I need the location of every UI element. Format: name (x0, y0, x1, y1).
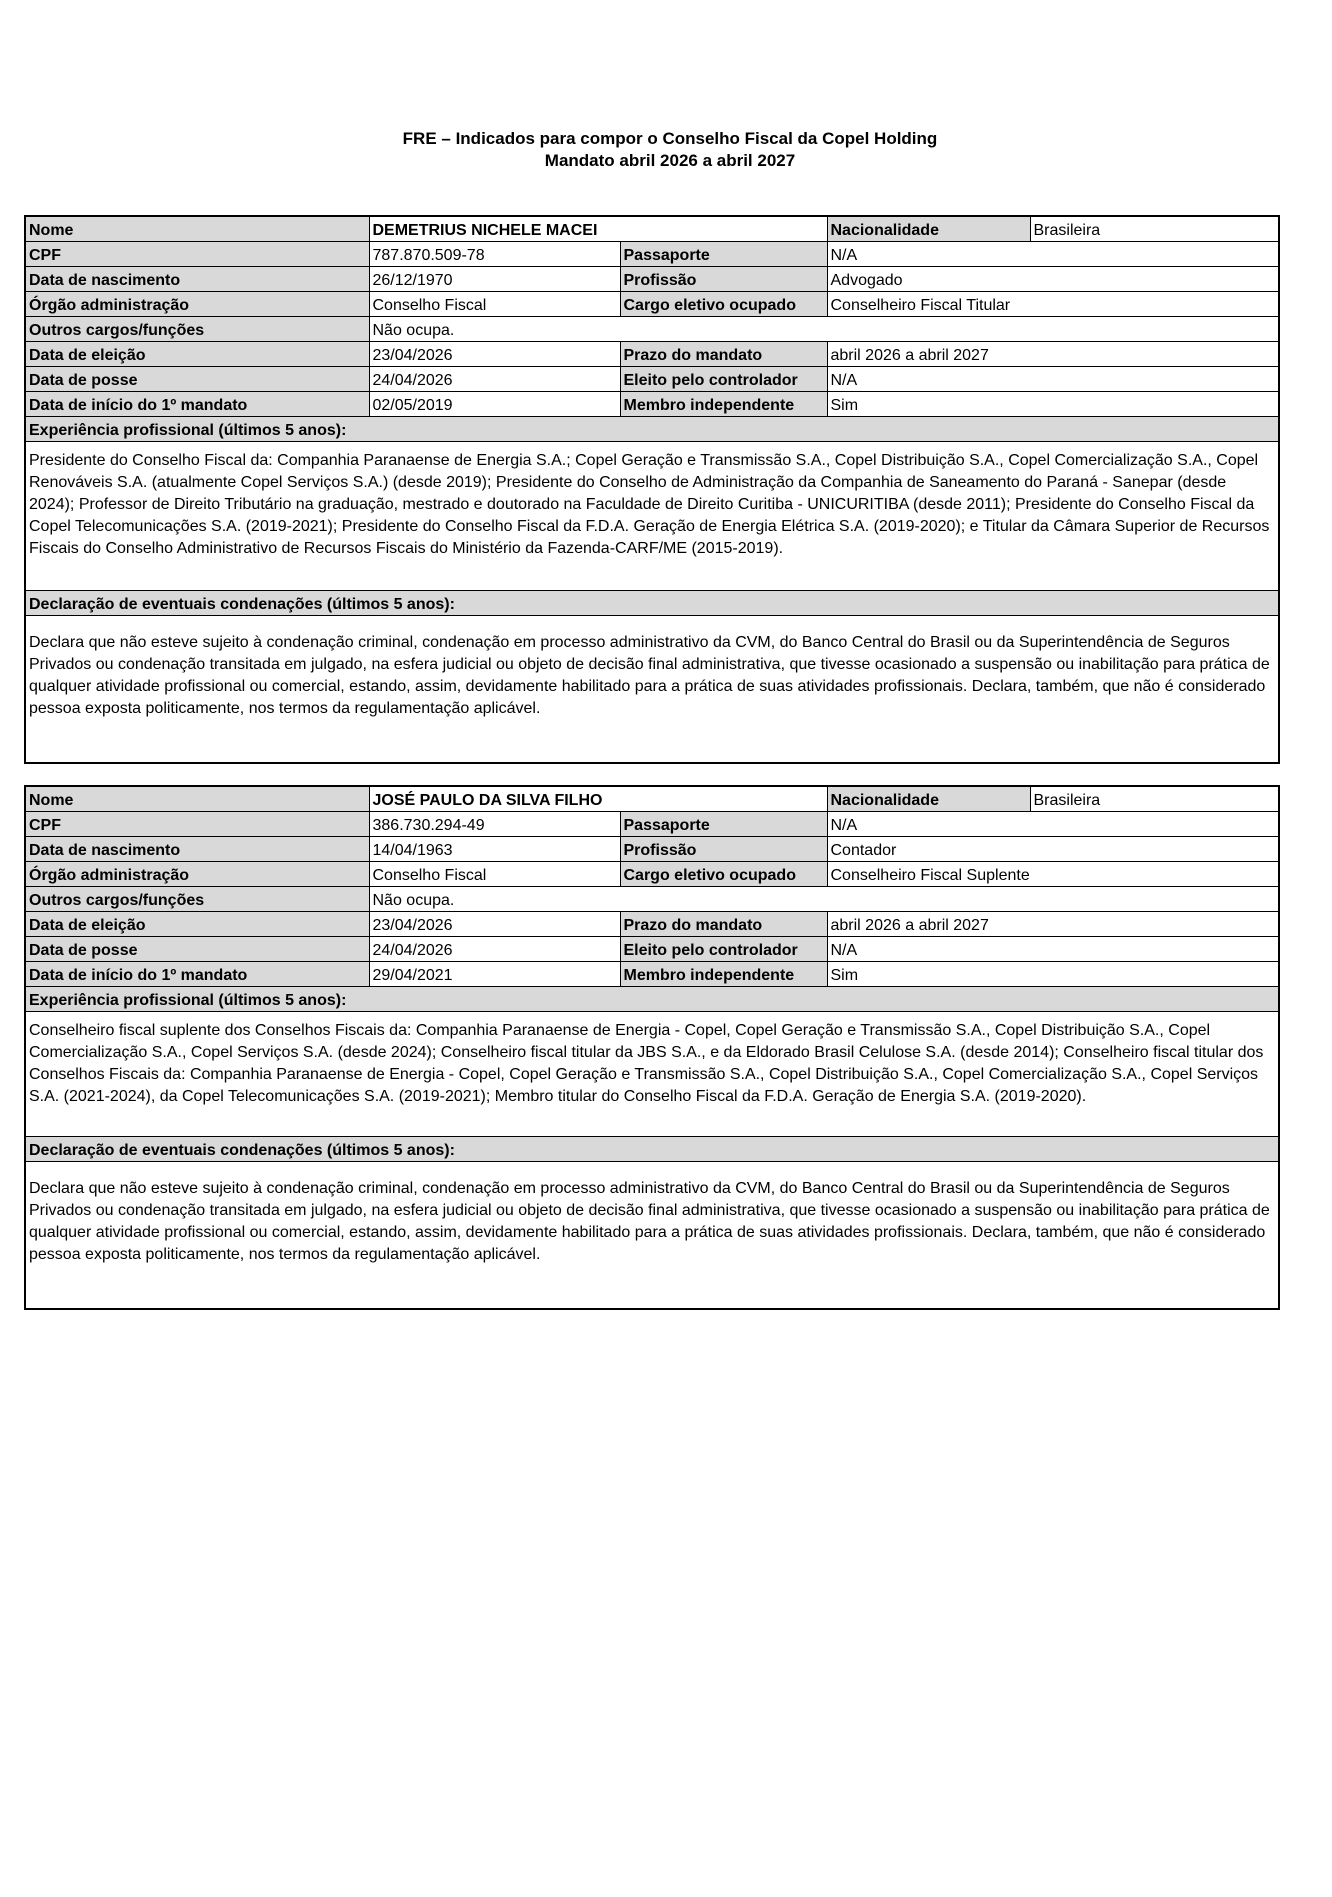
row-orgao (25, 862, 1279, 887)
value-prazo-mandato: abril 2026 a abril 2027 (827, 342, 1279, 367)
row-inicio-mandato (25, 392, 1279, 417)
value-orgao-administracao: Conselho Fiscal (369, 292, 620, 317)
row-nome (25, 786, 1279, 812)
label-passaporte: Passaporte (620, 812, 827, 837)
row-eleicao (25, 912, 1279, 937)
value-cargo-eletivo: Conselheiro Fiscal Suplente (827, 862, 1279, 887)
value-nacionalidade: Brasileira (1030, 216, 1279, 242)
label-data-nascimento: Data de nascimento (25, 837, 369, 862)
value-eleito-controlador: N/A (827, 367, 1279, 392)
row-experiencia-text (25, 1012, 1279, 1137)
value-data-nascimento: 14/04/1963 (369, 837, 620, 862)
label-nome: Nome (25, 786, 369, 812)
member-record-1 (24, 215, 1280, 764)
label-orgao-administracao: Órgão administração (25, 862, 369, 887)
label-data-posse: Data de posse (25, 367, 369, 392)
document-subtitle: Mandato abril 2026 a abril 2027 (544, 151, 796, 170)
label-nome: Nome (25, 216, 369, 242)
value-data-posse: 24/04/2026 (369, 367, 620, 392)
row-cpf (25, 812, 1279, 837)
label-data-eleicao: Data de eleição (25, 342, 369, 367)
row-nascimento (25, 267, 1279, 292)
value-membro-independente: Sim (827, 962, 1279, 987)
label-outros-cargos: Outros cargos/funções (25, 317, 369, 342)
section-declaracao: Declaração de eventuais condenações (últimos 5 anos): (25, 591, 1279, 616)
text-declaracao: Declara que não esteve sujeito à condenação criminal, condenação em processo administrativo da CVM, do Banco Central do Brasil ou da Superintendência de Seguros Privados ou condenação transitada em julgado, na esfera judicial ou objeto de decisão final administrativa, que tivesse ocasionado a suspensão ou inabilitação para prática de qualquer atividade profissional ou comercial, estando, assim, devidamente habilitado para a prática de suas atividades profissionais. Declara, também, que não é considerado pessoa exposta politicamente, nos termos da regulamentação aplicável. (25, 616, 1279, 764)
row-declaracao-text (25, 1162, 1279, 1310)
label-orgao-administracao: Órgão administração (25, 292, 369, 317)
value-prazo-mandato: abril 2026 a abril 2027 (827, 912, 1279, 937)
label-data-posse: Data de posse (25, 937, 369, 962)
value-data-eleicao: 23/04/2026 (369, 342, 620, 367)
label-outros-cargos: Outros cargos/funções (25, 887, 369, 912)
label-data-eleicao: Data de eleição (25, 912, 369, 937)
label-cpf: CPF (25, 812, 369, 837)
section-declaracao: Declaração de eventuais condenações (últimos 5 anos): (25, 1137, 1279, 1162)
member-record-2 (24, 785, 1280, 1310)
label-eleito-controlador: Eleito pelo controlador (620, 367, 827, 392)
label-cargo-eletivo: Cargo eletivo ocupado (620, 292, 827, 317)
value-nome: DEMETRIUS NICHELE MACEI (369, 216, 827, 242)
row-experiencia-text (25, 442, 1279, 591)
value-outros-cargos: Não ocupa. (369, 317, 1279, 342)
document-title: FRE – Indicados para compor o Conselho Fiscal da Copel Holding (402, 129, 938, 148)
row-posse (25, 367, 1279, 392)
value-nome: JOSÉ PAULO DA SILVA FILHO (369, 786, 827, 812)
label-data-inicio-mandato: Data de início do 1º mandato (25, 962, 369, 987)
value-data-eleicao: 23/04/2026 (369, 912, 620, 937)
label-nacionalidade: Nacionalidade (827, 786, 1030, 812)
label-nacionalidade: Nacionalidade (827, 216, 1030, 242)
value-eleito-controlador: N/A (827, 937, 1279, 962)
row-nascimento (25, 837, 1279, 862)
value-membro-independente: Sim (827, 392, 1279, 417)
label-data-inicio-mandato: Data de início do 1º mandato (25, 392, 369, 417)
row-orgao (25, 292, 1279, 317)
label-prazo-mandato: Prazo do mandato (620, 912, 827, 937)
label-membro-independente: Membro independente (620, 962, 827, 987)
row-posse (25, 937, 1279, 962)
value-nacionalidade: Brasileira (1030, 786, 1279, 812)
label-membro-independente: Membro independente (620, 392, 827, 417)
label-data-nascimento: Data de nascimento (25, 267, 369, 292)
value-cargo-eletivo: Conselheiro Fiscal Titular (827, 292, 1279, 317)
value-cpf: 787.870.509-78 (369, 242, 620, 267)
row-declaracao-header (25, 591, 1279, 616)
label-profissao: Profissão (620, 837, 827, 862)
value-passaporte: N/A (827, 242, 1279, 267)
text-declaracao: Declara que não esteve sujeito à condenação criminal, condenação em processo administrativo da CVM, do Banco Central do Brasil ou da Superintendência de Seguros Privados ou condenação transitada em julgado, na esfera judicial ou objeto de decisão final administrativa, que tivesse ocasionado a suspensão ou inabilitação para prática de qualquer atividade profissional ou comercial, estando, assim, devidamente habilitado para a prática de suas atividades profissionais. Declara, também, que não é considerado pessoa exposta politicamente, nos termos da regulamentação aplicável. (25, 1162, 1279, 1310)
section-experiencia: Experiência profissional (últimos 5 anos): (25, 417, 1279, 442)
value-outros-cargos: Não ocupa. (369, 887, 1279, 912)
row-declaracao-header (25, 1137, 1279, 1162)
value-passaporte: N/A (827, 812, 1279, 837)
text-experiencia: Conselheiro fiscal suplente dos Conselhos Fiscais da: Companhia Paranaense de Energia - Copel, Copel Geração e Transmissão S.A., Copel Distribuição S.A., Copel Comercialização S.A., Copel Serviços S.A. (desde 2024); Conselheiro fiscal titular da JBS S.A., e da Eldorado Brasil Celulose S.A. (desde 2014); Conselheiro fiscal titular dos Conselhos Fiscais da: Companhia Paranaense de Energia - Copel, Copel Geração e Transmissão S.A., Copel Distribuição S.A., Copel Comercialização S.A., Copel Serviços S.A. (2021-2024), da Copel Telecomunicações S.A. (2019-2021); Membro titular do Conselho Fiscal da F.D.A. Geração de Energia S.A. (2019-2020). (25, 1012, 1279, 1137)
value-profissao: Advogado (827, 267, 1279, 292)
label-cpf: CPF (25, 242, 369, 267)
label-prazo-mandato: Prazo do mandato (620, 342, 827, 367)
row-experiencia-header (25, 987, 1279, 1012)
value-data-inicio-mandato: 02/05/2019 (369, 392, 620, 417)
section-experiencia: Experiência profissional (últimos 5 anos): (25, 987, 1279, 1012)
label-profissao: Profissão (620, 267, 827, 292)
value-data-inicio-mandato: 29/04/2021 (369, 962, 620, 987)
label-eleito-controlador: Eleito pelo controlador (620, 937, 827, 962)
row-outros-cargos (25, 887, 1279, 912)
value-orgao-administracao: Conselho Fiscal (369, 862, 620, 887)
row-declaracao-text (25, 616, 1279, 764)
row-cpf (25, 242, 1279, 267)
row-experiencia-header (25, 417, 1279, 442)
value-data-nascimento: 26/12/1970 (369, 267, 620, 292)
row-nome (25, 216, 1279, 242)
row-outros-cargos (25, 317, 1279, 342)
row-inicio-mandato (25, 962, 1279, 987)
value-data-posse: 24/04/2026 (369, 937, 620, 962)
label-cargo-eletivo: Cargo eletivo ocupado (620, 862, 827, 887)
value-cpf: 386.730.294-49 (369, 812, 620, 837)
text-experiencia: Presidente do Conselho Fiscal da: Companhia Paranaense de Energia S.A.; Copel Geração e Transmissão S.A., Copel Distribuição S.A., Copel Comercialização S.A., Copel Renováveis S.A. (atualmente Copel Serviços S.A.) (desde 2019); Presidente do Conselho de Administração da Companhia de Saneamento do Paraná - Sanepar (desde 2024); Professor de Direito Tributário na graduação, mestrado e doutorado na Faculdade de Direito Curitiba - UNICURITIBA (desde 2011); Presidente do Conselho Fiscal da Copel Telecomunicações S.A. (2019-2021); Presidente do Conselho Fiscal da F.D.A. Geração de Energia Elétrica S.A. (2019-2020); e Titular da Câmara Superior de Recursos Fiscais do Conselho Administrativo de Recursos Fiscais do Ministério da Fazenda-CARF/ME (2015-2019). (25, 442, 1279, 591)
row-eleicao (25, 342, 1279, 367)
value-profissao: Contador (827, 837, 1279, 862)
label-passaporte: Passaporte (620, 242, 827, 267)
